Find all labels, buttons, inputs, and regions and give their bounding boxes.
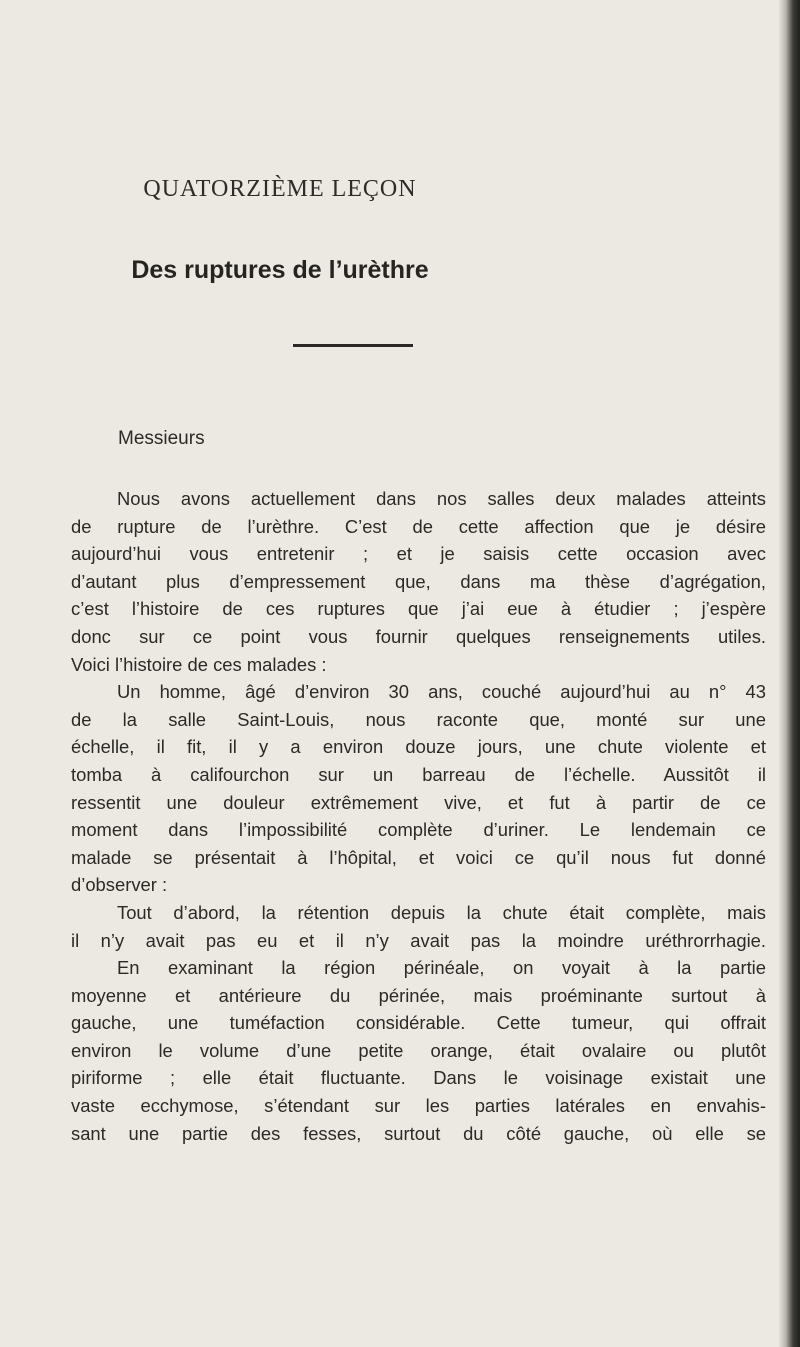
title-divider-rule [293, 344, 413, 347]
text-line: malade se présentait à l’hôpital, et voici ce qu’il nous fut donné [71, 846, 766, 868]
text-line: Nous avons actuellement dans nos salles deux malades atteints [117, 488, 766, 509]
text-line: vaste ecchymose, s’étendant sur les parties latérales en envahis- [71, 1095, 766, 1117]
text-line: de rupture de l’urèthre. C’est de cette affection que je désire [71, 515, 766, 537]
text-line: environ le volume d’une petite orange, était ovalaire ou plutôt [71, 1039, 766, 1061]
text-line: moyenne et antérieure du périnée, mais proéminante surtout à [71, 984, 766, 1006]
text-line: aujourd’hui vous entretenir ; et je saisis cette occasion avec [71, 543, 766, 565]
text-line: Tout d’abord, la rétention depuis la chute était complète, mais [117, 901, 766, 923]
chapter-heading: QUATORZIÈME LEÇON [143, 176, 417, 202]
text-line: il n’y avait pas eu et il n’y avait pas la moindre uréthrorrhagie. [71, 929, 766, 951]
text-line: donc sur ce point vous fournir quelques renseignements utiles. [71, 625, 766, 647]
text-line: c’est l’histoire de ces ruptures que j’ai eue à étudier ; j’espère [71, 598, 766, 620]
salutation: Messieurs [118, 428, 205, 449]
text-line: Un homme, âgé d’environ 30 ans, couché aujourd’hui au n° 43 [117, 681, 766, 703]
text-line: de la salle Saint-Louis, nous raconte que, monté sur une [71, 708, 766, 730]
paragraph-2 [71, 678, 766, 899]
page-binding-edge [778, 0, 800, 1347]
paragraph-3 [71, 899, 766, 1147]
text-line: piriforme ; elle était fluctuante. Dans le voisinage existait une [71, 1067, 766, 1089]
text-line: gauche, une tuméfaction considérable. Cette tumeur, qui offrait [71, 1012, 766, 1034]
text-line: d’observer : [71, 874, 168, 896]
lesson-title: Des ruptures de l’urèthre [131, 256, 429, 284]
text-line: ressentit une douleur extrêmement vive, et fut à partir de ce [71, 791, 766, 813]
text-line: échelle, il fit, il y a environ douze jours, une chute violente et [71, 736, 766, 758]
body-text [71, 485, 766, 1147]
paragraph-1 [71, 485, 766, 678]
text-line: d’autant plus d’empressement que, dans ma thèse d’agrégation, [71, 570, 766, 592]
text-line: sant une partie des fesses, surtout du côté gauche, où elle se [71, 1122, 766, 1144]
text-line: tomba à califourchon sur un barreau de l’échelle. Aussitôt il [71, 763, 766, 785]
text-line: En examinant la région périnéale, on voyait à la partie [117, 957, 766, 979]
text-line: moment dans l’impossibilité complète d’uriner. Le lendemain ce [71, 819, 766, 841]
text-line: Voici l’histoire de ces malades : [71, 653, 327, 675]
